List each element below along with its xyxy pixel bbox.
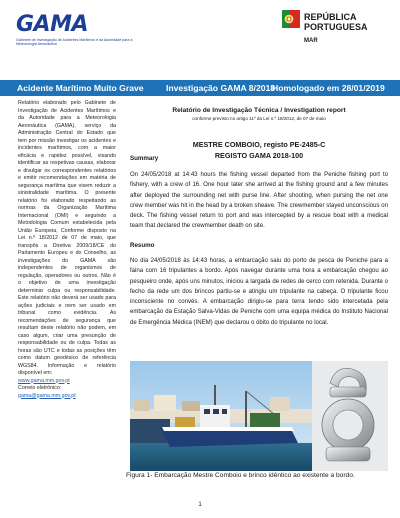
portugal-emblem-icon bbox=[282, 10, 300, 28]
republica-line2: PORTUGUESA bbox=[304, 22, 368, 32]
banner-accident-type: Acidente Marítimo Muito Grave bbox=[17, 83, 144, 93]
vessel-registry: MESTRE COMBOIO, registo PE-2485-C bbox=[192, 140, 326, 149]
banner-homologation-date: Homologado em 28/01/2019 bbox=[272, 83, 385, 93]
mar-label: MAR bbox=[304, 38, 318, 44]
page-number: 1 bbox=[198, 502, 202, 508]
summary-paragraph: On 24/05/2018 at 14:43 hours the fishing vessel departed from the Peniche fishing port to fishery, with a crew of 16. One hour later she arrived at the fishing ground and a few minutes after deployed the surrounding net with purse line. After shooting, when pursing the net one crew member was hit in the head by a broken sheave. The crewmember stayed unconscious on deck. The fishing vessel return to port and was intercepted by a rescue boat with a medical team that declared the crewmember death on site. bbox=[130, 172, 388, 230]
republica-text bbox=[304, 12, 368, 32]
gama-logo-wordmark: GAMA bbox=[16, 12, 89, 37]
republica-portuguesa-logo bbox=[282, 8, 392, 54]
republica-line1: REPÚBLICA bbox=[304, 12, 357, 22]
sidebar-disclaimer bbox=[18, 100, 116, 400]
title-banner bbox=[0, 80, 400, 96]
website-link[interactable]: www.gama.mm.gov.pt bbox=[18, 377, 70, 384]
report-title: Relatório de Investigação Técnica / Investigation report bbox=[172, 107, 346, 114]
gama-logo bbox=[16, 12, 133, 52]
summary-heading: Summary bbox=[130, 155, 159, 162]
resumo-paragraph: No dia 24/05/2018 às 14:43 horas, a embarcação saiu do porto de pesca de Peniche para a faina com 16 tripulantes a bordo. Após navegar durante uma hora a embarcação chegou ao pesqueiro onde, após uns minutos, iniciou a largada de redes de cerco com retenida. Durante o fecho da rede um dos brincos partiu-se e atingiu um tripulante na cabeça. O tripulante ficou inconsciente no convés. A embarcação dirigiu-se para terra tendo sido intercetada pela embarcação da Estação Salva-Vidas de Peniche com uma equipa médica do Instituto Nacional de Emergência Médica (INEM) que declarou o óbito do tripulante no local. bbox=[130, 258, 388, 326]
report-subtitle: conforme previsto no artigo 11º da Lei n.º 18/2012, de 07 de maio bbox=[192, 116, 326, 121]
email-link[interactable]: gama@gama.mm.gov.pt bbox=[18, 392, 76, 399]
report-title-block bbox=[130, 100, 388, 160]
page-header bbox=[0, 0, 400, 76]
gama-logo-subtitle: Gabinete de Investigação de Acidentes Marítimos e da Autoridade para a Meteorologia Aeronáutica bbox=[16, 38, 133, 47]
resumo-heading: Resumo bbox=[130, 242, 155, 249]
banner-investigation-id: Investigação GAMA 8/2018 bbox=[166, 83, 276, 93]
gama-registry: REGISTO GAMA 2018-100 bbox=[214, 151, 304, 160]
figure-caption: Figura 1- Embarcação Mestre Comboio e brinco idêntico ao existente a bordo. bbox=[126, 472, 355, 479]
email-label: Correio eletrónico: bbox=[18, 385, 62, 391]
vessel-photo bbox=[130, 361, 388, 471]
sidebar-text: Relatório elaborado pelo Gabinete de Investigação de Acidentes Marítimos e da Autoridade para a Meteorologia Aeronáutica (GAMA), serviço da Administração Central do Estado que tem por missão investigar os acidentes e incidentes marítimos, com a maior eficácia e rapidez possível, visando identificar as respetivas causas, elaborar e divulgar os correspondentes relatórios e emitir recomendações em matéria de segurança marítima que visem reduzir a sinistralidade marítima. O presente relatório foi elaborado respeitando as normas da Organização Marítima Internacional (OMI) e seguindo a Metodologia Comum estabelecida pela União Europeia, Conforme disposto na Lei n.º 18/2012 de 07 de maio, que transpõs a Diretiva 2009/18/CE do Parlamento Europeu e do Conselho, as investigações do GAMA são independentes de organismos de regulação, operadores ou outros. Não é o objetivo de uma investigação determinar culpa ou responsabilidade. Este relatório não deverá ser usado para ações judiciais e nem ser usado em tribunal como evidência. As recomendações de segurança que resultam deste relatório não podem, em caso algum, criar uma presunção de responsabilidade ou de culpa. Todas as horas são UTC e todas as posições têm como datum geodésico de referência WGS84. Informação e relatório disponível em: bbox=[18, 100, 116, 376]
